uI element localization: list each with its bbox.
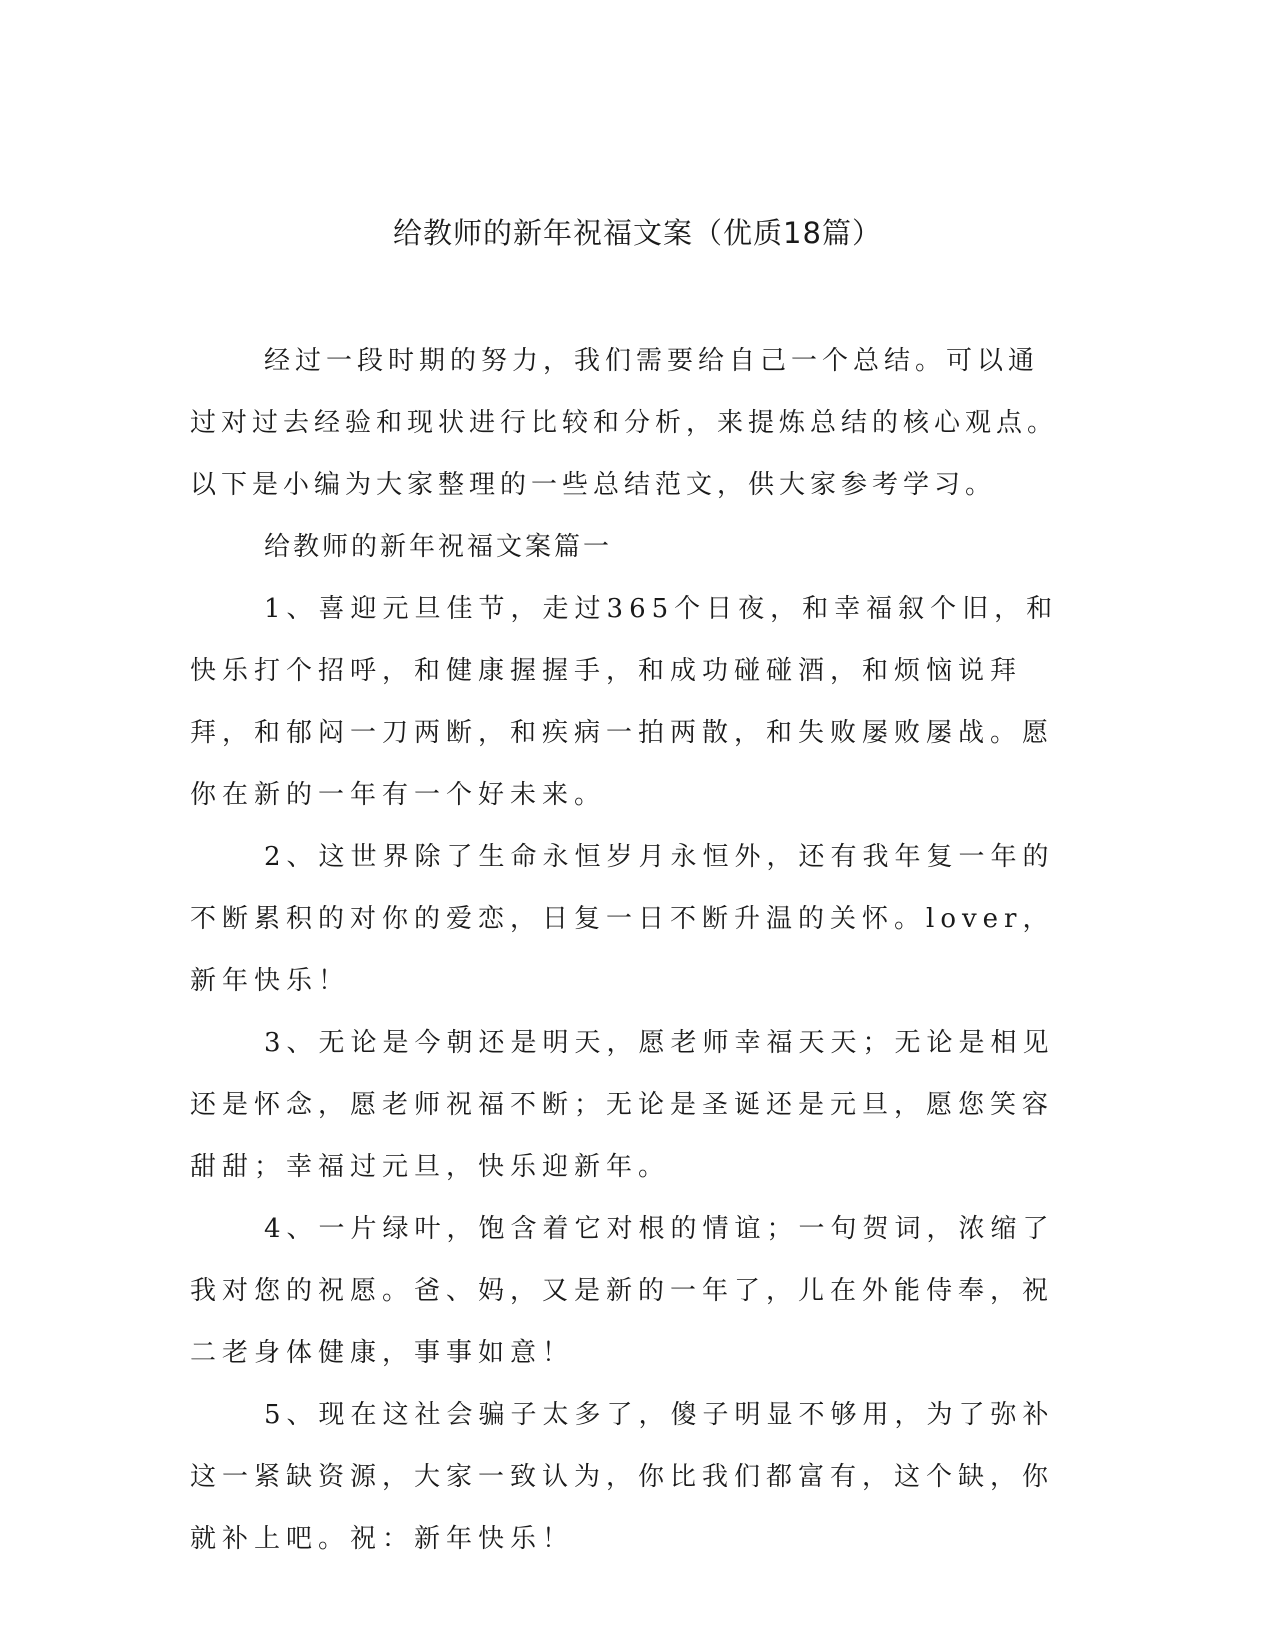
list-item: 2、这世界除了生命永恒岁月永恒外，还有我年复一年的不断累积的对你的爱恋，日复一日不断升温的关怀。lover，新年快乐！ — [190, 842, 1055, 996]
intro-paragraph: 经过一段时期的努力，我们需要给自己一个总结。可以通过对过去经验和现状进行比较和分析，来提炼总结的核心观点。以下是小编为大家整理的一些总结范文，供大家参考学习。 — [190, 346, 1059, 500]
document-body — [190, 330, 1062, 1570]
list-item: 4、一片绿叶，饱含着它对根的情谊；一句贺词，浓缩了我对您的祝愿。爸、妈，又是新的一年了，儿在外能侍奉，祝二老身体健康，事事如意！ — [190, 1214, 1055, 1368]
list-item: 1、喜迎元旦佳节，走过365个日夜，和幸福叙个旧，和快乐打个招呼，和健康握握手，和成功碰碰酒，和烦恼说拜拜，和郁闷一刀两断，和疾病一拍两散，和失败屡败屡战。愿你在新的一年有一个好未来。 — [190, 594, 1059, 810]
list-item: 3、无论是今朝还是明天，愿老师幸福天天；无论是相见还是怀念，愿老师祝福不断；无论是圣诞还是元旦，愿您笑容甜甜；幸福过元旦，快乐迎新年。 — [190, 1028, 1055, 1182]
list-item: 5、现在这社会骗子太多了，傻子明显不够用，为了弥补这一紧缺资源，大家一致认为，你比我们都富有，这个缺，你就补上吧。祝：新年快乐！ — [190, 1400, 1055, 1554]
section-heading: 给教师的新年祝福文案篇一 — [264, 532, 613, 562]
document-title: 给教师的新年祝福文案（优质18篇） — [393, 216, 882, 250]
